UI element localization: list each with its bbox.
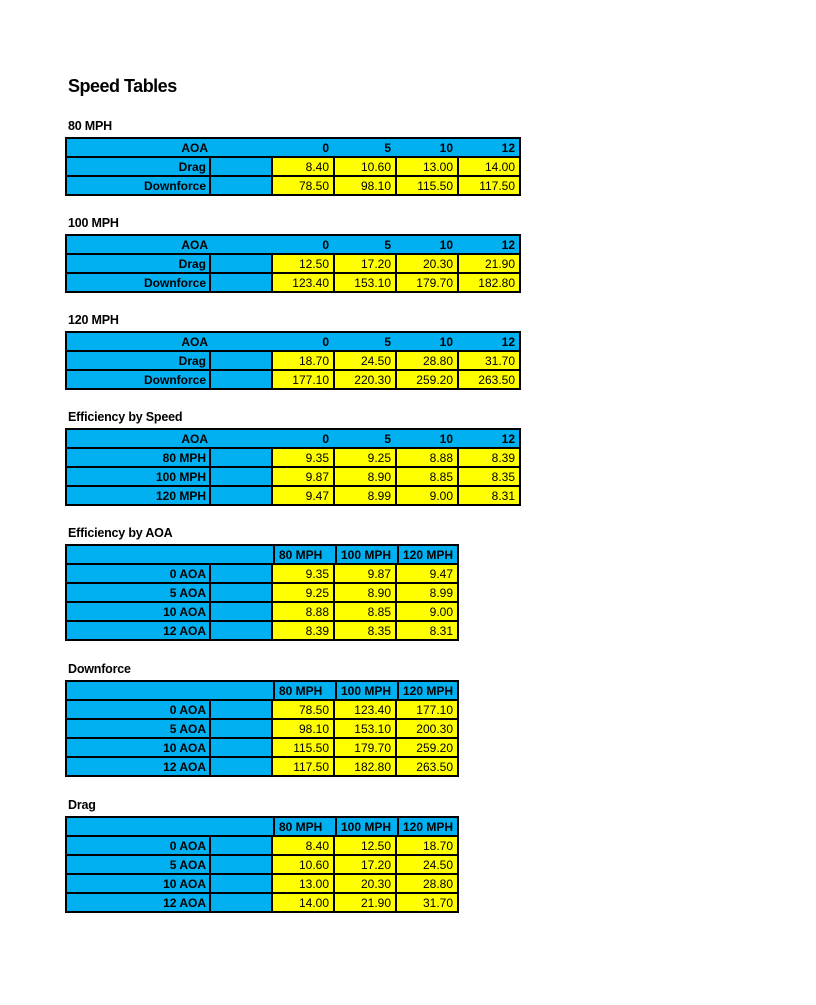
table-header-row [67, 333, 519, 350]
spacer-cell [211, 739, 271, 756]
value-cell: 21.90 [335, 894, 395, 911]
table-row [67, 875, 457, 892]
table-row [67, 449, 519, 466]
value-cell: 9.00 [397, 487, 457, 504]
spacer-cell [211, 487, 271, 504]
value-cell: 9.35 [273, 449, 333, 466]
section-heading: 100 MPH [68, 216, 119, 230]
table-row [67, 622, 457, 639]
column-header-cell: 0 [322, 334, 329, 349]
section-heading: 120 MPH [68, 313, 119, 327]
data-table [65, 331, 521, 390]
row-label-cell: Drag [67, 352, 209, 369]
value-cell: 115.50 [273, 739, 333, 756]
spacer-cell [211, 255, 271, 272]
value-cell: 8.85 [335, 603, 395, 620]
column-header-cell: 10 [439, 334, 453, 349]
corner-header-cell: AOA [181, 431, 208, 446]
value-cell: 28.80 [397, 875, 457, 892]
column-header-cell: 100 MPH [335, 682, 397, 699]
column-header-cell: 120 MPH [397, 682, 457, 699]
row-label-cell: Downforce [67, 371, 209, 388]
row-label-cell: 100 MPH [67, 468, 209, 485]
table-row [67, 701, 457, 718]
spacer-cell [211, 274, 271, 291]
value-cell: 177.10 [397, 701, 457, 718]
value-cell: 14.00 [459, 158, 519, 175]
spacer-cell [211, 449, 271, 466]
value-cell: 9.87 [335, 565, 395, 582]
column-header-cell: 10 [439, 431, 453, 446]
value-cell: 8.39 [459, 449, 519, 466]
value-cell: 18.70 [397, 837, 457, 854]
spacer-cell [211, 352, 271, 369]
value-cell: 263.50 [459, 371, 519, 388]
section-heading: Efficiency by AOA [68, 526, 173, 540]
value-cell: 117.50 [273, 758, 333, 775]
corner-header-cell [67, 818, 273, 835]
header-spacer-cell [211, 430, 271, 447]
table-header-row [67, 682, 457, 699]
row-label-cell: 12 AOA [67, 894, 209, 911]
value-cell: 8.85 [397, 468, 457, 485]
column-header-cell: 80 MPH [273, 546, 335, 563]
value-cell: 98.10 [335, 177, 395, 194]
corner-header-cell: AOA [181, 334, 208, 349]
table-row [67, 255, 519, 272]
value-cell: 20.30 [397, 255, 457, 272]
table-header-row [67, 546, 457, 563]
row-label-cell: 12 AOA [67, 758, 209, 775]
section-downforce [65, 663, 459, 777]
value-cell: 13.00 [273, 875, 333, 892]
corner-header-cell: AOA [181, 140, 208, 155]
section-120-mph [65, 314, 521, 390]
value-cell: 153.10 [335, 720, 395, 737]
value-cell: 8.90 [335, 584, 395, 601]
value-cell: 31.70 [397, 894, 457, 911]
column-header-cell: 0 [322, 431, 329, 446]
table-header-row [67, 818, 457, 835]
corner-header-cell: AOA [181, 237, 208, 252]
value-cell: 123.40 [273, 274, 333, 291]
row-label-cell: Drag [67, 255, 209, 272]
row-label-cell: 5 AOA [67, 856, 209, 873]
table-row [67, 177, 519, 194]
value-cell: 8.90 [335, 468, 395, 485]
corner-header-cell [67, 682, 273, 699]
table-row [67, 468, 519, 485]
spacer-cell [211, 603, 271, 620]
table-row [67, 856, 457, 873]
value-cell: 13.00 [397, 158, 457, 175]
spacer-cell [211, 468, 271, 485]
value-cell: 9.25 [335, 449, 395, 466]
value-cell: 8.88 [397, 449, 457, 466]
value-cell: 12.50 [335, 837, 395, 854]
data-table [65, 680, 459, 777]
row-label-cell: 10 AOA [67, 875, 209, 892]
row-label-cell: 10 AOA [67, 603, 209, 620]
value-cell: 259.20 [397, 739, 457, 756]
data-table [65, 137, 521, 196]
row-label-cell: 0 AOA [67, 701, 209, 718]
spacer-cell [211, 371, 271, 388]
value-cell: 9.47 [397, 565, 457, 582]
spacer-cell [211, 701, 271, 718]
value-cell: 200.30 [397, 720, 457, 737]
spacer-cell [211, 894, 271, 911]
value-cell: 8.40 [273, 837, 333, 854]
column-header-cell: 80 MPH [273, 682, 335, 699]
value-cell: 18.70 [273, 352, 333, 369]
table-header-row [67, 236, 519, 253]
value-cell: 78.50 [273, 701, 333, 718]
value-cell: 17.20 [335, 255, 395, 272]
value-cell: 98.10 [273, 720, 333, 737]
corner-header-cell [67, 546, 273, 563]
section-heading: Drag [68, 798, 96, 812]
value-cell: 24.50 [397, 856, 457, 873]
column-header-cell: 100 MPH [335, 818, 397, 835]
spacer-cell [211, 856, 271, 873]
value-cell: 179.70 [397, 274, 457, 291]
row-label-cell: 10 AOA [67, 739, 209, 756]
value-cell: 115.50 [397, 177, 457, 194]
value-cell: 8.31 [459, 487, 519, 504]
row-label-cell: 0 AOA [67, 565, 209, 582]
row-label-cell: 5 AOA [67, 584, 209, 601]
value-cell: 17.20 [335, 856, 395, 873]
table-row [67, 352, 519, 369]
value-cell: 9.25 [273, 584, 333, 601]
row-label-cell: 12 AOA [67, 622, 209, 639]
table-row [67, 487, 519, 504]
value-cell: 9.47 [273, 487, 333, 504]
spacer-cell [211, 565, 271, 582]
spacer-cell [211, 875, 271, 892]
column-header-cell: 12 [501, 237, 515, 252]
header-spacer-cell [211, 236, 271, 253]
data-table [65, 544, 459, 641]
value-cell: 9.87 [273, 468, 333, 485]
value-cell: 24.50 [335, 352, 395, 369]
value-cell: 8.31 [397, 622, 457, 639]
column-header-cell: 80 MPH [273, 818, 335, 835]
table-row [67, 158, 519, 175]
section-drag [65, 799, 459, 913]
value-cell: 117.50 [459, 177, 519, 194]
value-cell: 8.99 [335, 487, 395, 504]
table-row [67, 837, 457, 854]
table-row [67, 371, 519, 388]
value-cell: 10.60 [273, 856, 333, 873]
table-row [67, 584, 457, 601]
table-row [67, 894, 457, 911]
column-header-cell: 120 MPH [397, 818, 457, 835]
column-header-cell: 5 [384, 237, 391, 252]
column-header-cell: 12 [501, 140, 515, 155]
column-header-cell: 0 [322, 237, 329, 252]
value-cell: 182.80 [459, 274, 519, 291]
row-label-cell: 120 MPH [67, 487, 209, 504]
spacer-cell [211, 158, 271, 175]
value-cell: 8.35 [335, 622, 395, 639]
table-row [67, 720, 457, 737]
value-cell: 9.35 [273, 565, 333, 582]
table-header-row [67, 139, 519, 156]
value-cell: 179.70 [335, 739, 395, 756]
value-cell: 263.50 [397, 758, 457, 775]
value-cell: 259.20 [397, 371, 457, 388]
row-label-cell: 80 MPH [67, 449, 209, 466]
column-header-cell: 5 [384, 334, 391, 349]
value-cell: 31.70 [459, 352, 519, 369]
section-80-mph [65, 120, 521, 196]
column-header-cell: 10 [439, 237, 453, 252]
table-row [67, 603, 457, 620]
table-row [67, 274, 519, 291]
data-table [65, 816, 459, 913]
section-heading: 80 MPH [68, 119, 112, 133]
value-cell: 8.88 [273, 603, 333, 620]
column-header-cell: 5 [384, 140, 391, 155]
column-header-cell: 12 [501, 431, 515, 446]
value-cell: 8.99 [397, 584, 457, 601]
value-cell: 182.80 [335, 758, 395, 775]
value-cell: 153.10 [335, 274, 395, 291]
spacer-cell [211, 622, 271, 639]
header-spacer-cell [211, 139, 271, 156]
column-header-cell: 120 MPH [397, 546, 457, 563]
value-cell: 123.40 [335, 701, 395, 718]
value-cell: 14.00 [273, 894, 333, 911]
value-cell: 28.80 [397, 352, 457, 369]
section-efficiency-by-speed [65, 411, 521, 506]
value-cell: 20.30 [335, 875, 395, 892]
data-table [65, 234, 521, 293]
spacer-cell [211, 758, 271, 775]
table-header-row [67, 430, 519, 447]
row-label-cell: Downforce [67, 177, 209, 194]
value-cell: 8.39 [273, 622, 333, 639]
header-spacer-cell [211, 333, 271, 350]
page-title: Speed Tables [68, 76, 177, 96]
row-label-cell: Downforce [67, 274, 209, 291]
row-label-cell: Drag [67, 158, 209, 175]
column-header-cell: 5 [384, 431, 391, 446]
column-header-cell: 10 [439, 140, 453, 155]
row-label-cell: 0 AOA [67, 837, 209, 854]
column-header-cell: 100 MPH [335, 546, 397, 563]
value-cell: 12.50 [273, 255, 333, 272]
section-heading: Efficiency by Speed [68, 410, 183, 424]
value-cell: 10.60 [335, 158, 395, 175]
section-heading: Downforce [68, 662, 131, 676]
spacer-cell [211, 837, 271, 854]
table-row [67, 565, 457, 582]
spacer-cell [211, 720, 271, 737]
spacer-cell [211, 177, 271, 194]
row-label-cell: 5 AOA [67, 720, 209, 737]
column-header-cell: 0 [322, 140, 329, 155]
column-header-cell: 12 [501, 334, 515, 349]
section-efficiency-by-aoa [65, 527, 459, 641]
value-cell: 9.00 [397, 603, 457, 620]
value-cell: 21.90 [459, 255, 519, 272]
value-cell: 177.10 [273, 371, 333, 388]
table-row [67, 739, 457, 756]
section-100-mph [65, 217, 521, 293]
spacer-cell [211, 584, 271, 601]
value-cell: 8.40 [273, 158, 333, 175]
value-cell: 220.30 [335, 371, 395, 388]
table-row [67, 758, 457, 775]
value-cell: 8.35 [459, 468, 519, 485]
value-cell: 78.50 [273, 177, 333, 194]
data-table [65, 428, 521, 506]
